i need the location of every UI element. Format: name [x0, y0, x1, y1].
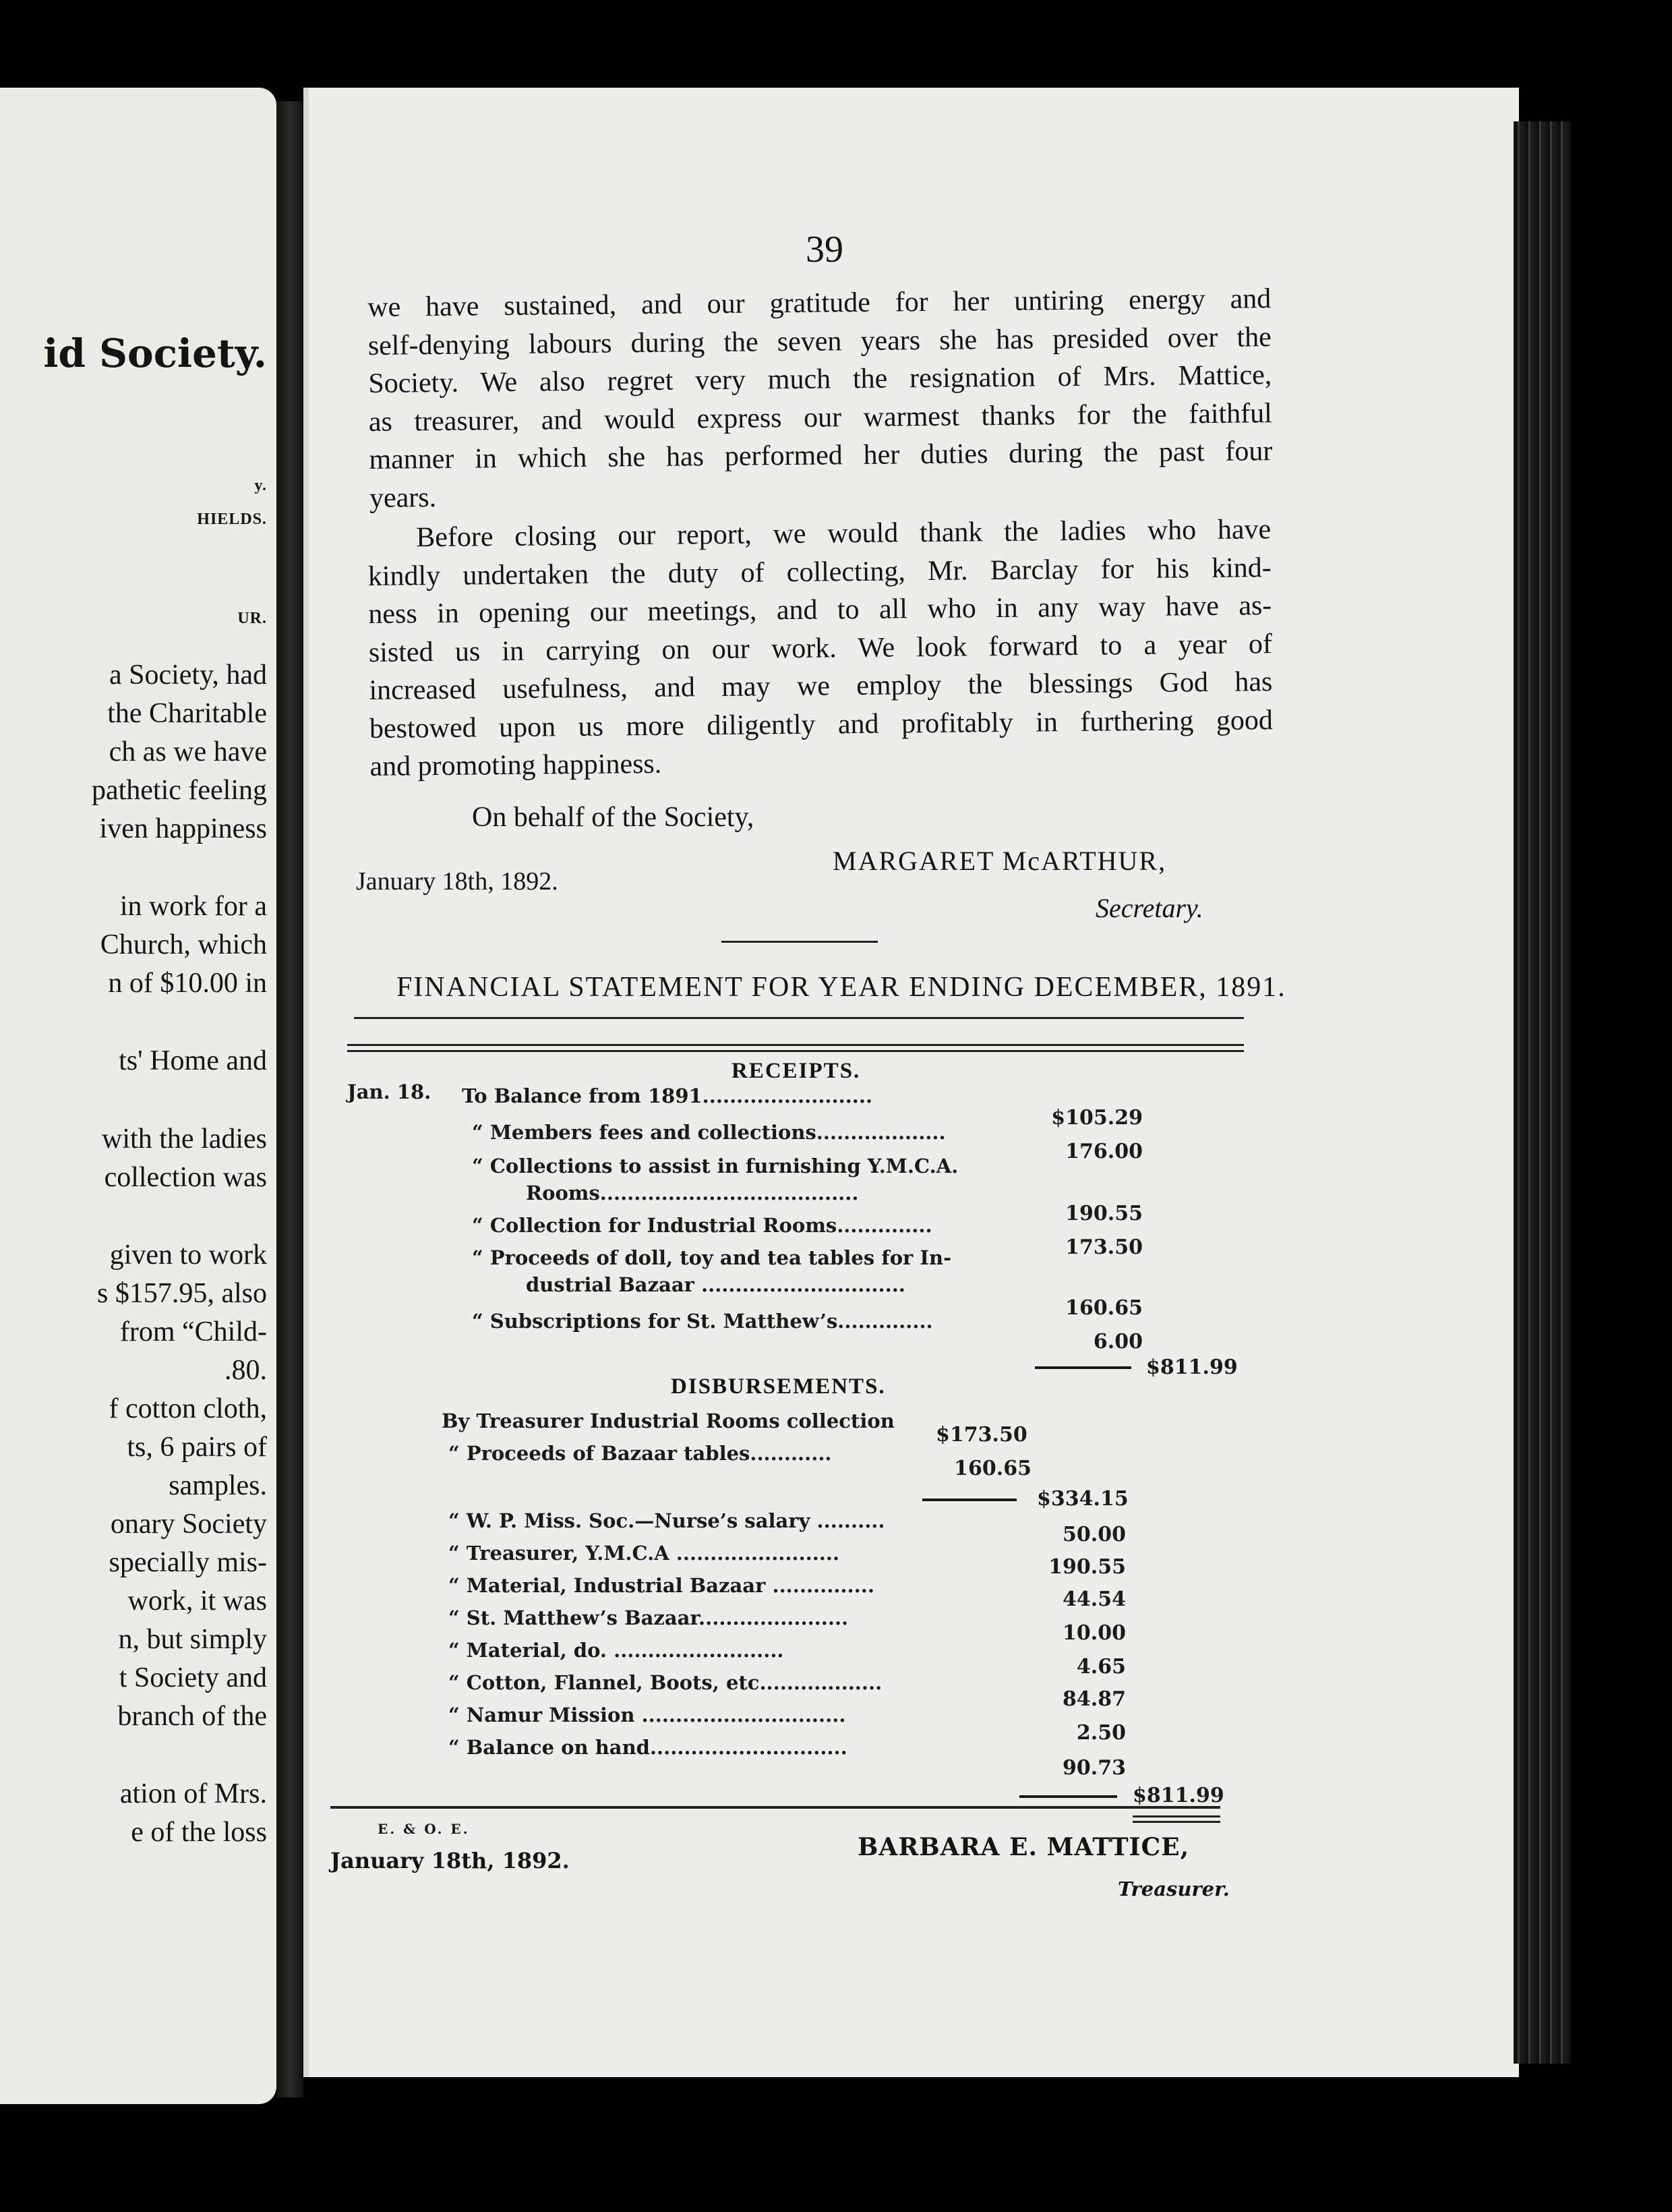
receipt-item: “ Collection for Industrial Rooms.............. [472, 1214, 932, 1237]
report-paragraph-2 [367, 511, 1274, 786]
left-page-line: in work for a [119, 891, 267, 922]
disbursements-total: $811.99 [1133, 1784, 1224, 1807]
statement-title: FINANCIAL STATEMENT FOR YEAR ENDING DECEMBER, 1891. [396, 972, 1286, 1003]
report-date: January 18th, 1892. [356, 867, 558, 896]
page-edge [1514, 121, 1571, 2064]
left-page-line: work, it was [127, 1585, 267, 1617]
disbursement-amount: 2.50 [1076, 1721, 1126, 1745]
left-page-line: ch as we have [109, 736, 267, 767]
disbursement-item: “ Cotton, Flannel, Boots, etc.................. [448, 1671, 883, 1694]
disbursement-amount: 160.65 [954, 1457, 1032, 1480]
disbursement-item: By Treasurer Industrial Rooms collection [442, 1409, 895, 1432]
left-page-line: f cotton cloth, [109, 1393, 267, 1424]
disbursement-item: “ Treasurer, Y.M.C.A ........................ [448, 1542, 840, 1565]
left-page-line: ts, 6 pairs of [127, 1432, 267, 1463]
left-page-line: samples. [169, 1470, 267, 1501]
paragraph-line: bestowed upon us more diligently and profitably in furthering good [369, 704, 1274, 745]
disbursement-item: “ Material, Industrial Bazaar ............... [448, 1574, 874, 1597]
paragraph-line: self-denying labours during the seven years she has presided over the [367, 321, 1272, 361]
left-page-line: n, but simply [118, 1624, 267, 1655]
left-page-line: HIELDS. [197, 511, 267, 528]
left-page-line: collection was [104, 1162, 267, 1193]
paragraph-line: manner in which she has performed her duties during the past four [369, 436, 1273, 475]
left-page-line: from “Child- [119, 1316, 267, 1347]
receipt-amount: 160.65 [1065, 1296, 1143, 1320]
book-gutter [276, 101, 303, 2097]
receipt-amount: 6.00 [1093, 1330, 1143, 1354]
page-number: 39 [806, 229, 843, 270]
secretary-name: MARGARET McARTHUR, [833, 846, 1167, 876]
paragraph-line: ness in opening our meetings, and to all who in any way have as- [368, 590, 1272, 630]
paragraph-line: increased usefulness, and may we employ the blessings God has [369, 666, 1273, 706]
left-page-line: iven happiness [99, 813, 267, 844]
left-page-line: ts' Home and [119, 1045, 267, 1076]
left-page-line: e of the loss [131, 1817, 267, 1848]
receipt-amount: 190.55 [1065, 1202, 1143, 1225]
treasurer-date: January 18th, 1892. [330, 1848, 570, 1873]
errors-omissions-note: E. & O. E. [378, 1821, 470, 1837]
receipts-heading: RECEIPTS. [732, 1059, 861, 1083]
receipt-amount: 176.00 [1065, 1140, 1143, 1163]
paragraph-line: sisted us in carrying on our work. We look forward to a year of [368, 628, 1273, 668]
left-facing-page [0, 88, 276, 2104]
total-double-rule [1133, 1821, 1220, 1823]
disbursements-subtotal: $334.15 [1037, 1487, 1129, 1511]
left-page-line: onary Society [110, 1509, 267, 1540]
disbursement-item: “ Namur Mission .............................. [448, 1704, 846, 1726]
left-page-line: Church, which [100, 929, 267, 960]
disbursements-heading: DISBURSEMENTS. [671, 1374, 886, 1399]
paragraph-line: as treasurer, and would express our warmest thanks for the faithful [368, 397, 1273, 438]
left-page-line: given to work [109, 1240, 267, 1271]
disbursement-amount: 10.00 [1063, 1621, 1126, 1645]
receipts-total-rule [1035, 1366, 1131, 1369]
left-page-line: branch of the [117, 1701, 267, 1732]
disbursement-amount: 90.73 [1063, 1756, 1126, 1780]
title-rule [354, 1017, 1244, 1019]
left-page-line: specially mis- [109, 1547, 267, 1578]
left-page-line: ation of Mrs. [119, 1778, 267, 1809]
disbursement-amount: 44.54 [1063, 1588, 1126, 1611]
secretary-title: Secretary. [1096, 893, 1203, 923]
left-page-line: y. [254, 477, 267, 494]
disbursements-subtotal-rule [922, 1498, 1017, 1501]
closing-line: On behalf of the Society, [472, 802, 754, 833]
receipts-date: Jan. 18. [347, 1080, 431, 1103]
disbursement-item: “ Material, do. ......................... [448, 1639, 784, 1662]
paragraph-line: Society. We also regret very much the resignation of Mrs. Mattice, [368, 359, 1272, 399]
table-top-rule [347, 1044, 1244, 1046]
left-page-line: .80. [225, 1355, 267, 1386]
disbursement-amount: 4.65 [1076, 1655, 1126, 1679]
paragraph-line: Before closing our report, we would thank the ladies who have [416, 514, 1272, 554]
paragraph-line: years. [369, 482, 437, 514]
disbursements-total-rule [1019, 1795, 1117, 1798]
receipt-item: “ Collections to assist in furnishing Y.M.C.A. [472, 1155, 959, 1177]
report-paragraph-1 [367, 280, 1273, 517]
receipts-total: $811.99 [1146, 1356, 1238, 1379]
disbursement-amount: 84.87 [1063, 1687, 1126, 1711]
disbursement-amount: 50.00 [1063, 1523, 1126, 1546]
receipt-item: dustrial Bazaar .............................. [526, 1273, 905, 1296]
disbursement-item: “ Balance on hand............................. [448, 1736, 847, 1759]
left-page-line: n of $10.00 in [108, 968, 267, 999]
receipt-item: “ Proceeds of doll, toy and tea tables for In- [472, 1246, 952, 1269]
left-page-line: the Charitable [107, 698, 267, 729]
paragraph-line: kindly undertaken the duty of collecting, Mr. Barclay for his kind- [367, 552, 1272, 592]
disbursement-amount: $173.50 [936, 1423, 1027, 1447]
left-page-line: UR. [237, 610, 267, 627]
table-top-rule [347, 1050, 1244, 1052]
left-page-line: pathetic feeling [91, 775, 267, 806]
left-page-line: t Society and [119, 1662, 267, 1693]
paragraph-line: we have sustained, and our gratitude for her untiring energy and [367, 283, 1272, 323]
receipt-item: Rooms...................................... [526, 1182, 859, 1204]
receipt-amount: $105.29 [1051, 1106, 1143, 1130]
disbursement-item: “ St. Matthew’s Bazaar...................... [448, 1606, 849, 1629]
receipt-amount: 173.50 [1065, 1235, 1143, 1259]
left-page-line: s $157.95, also [97, 1278, 267, 1309]
receipt-item: “ Members fees and collections................... [472, 1121, 946, 1144]
left-page-line: a Society, had [109, 660, 267, 691]
total-double-rule [1133, 1815, 1220, 1817]
left-page-line: with the ladies [102, 1124, 267, 1155]
receipt-item: “ Subscriptions for St. Matthew’s.............. [472, 1310, 933, 1333]
treasurer-name: BARBARA E. MATTICE, [858, 1833, 1190, 1861]
disbursement-amount: 190.55 [1048, 1555, 1126, 1579]
receipt-item: To Balance from 1891......................... [462, 1084, 873, 1107]
disbursement-item: “ Proceeds of Bazaar tables............ [448, 1442, 832, 1465]
disbursement-item: “ W. P. Miss. Soc.—Nurse’s salary .......... [448, 1509, 885, 1532]
left-page-heading: id Society. [43, 330, 267, 376]
section-divider [721, 941, 878, 943]
table-bottom-rule [330, 1806, 1220, 1809]
treasurer-title: Treasurer. [1118, 1878, 1230, 1900]
paragraph-line: and promoting happiness. [369, 748, 662, 782]
